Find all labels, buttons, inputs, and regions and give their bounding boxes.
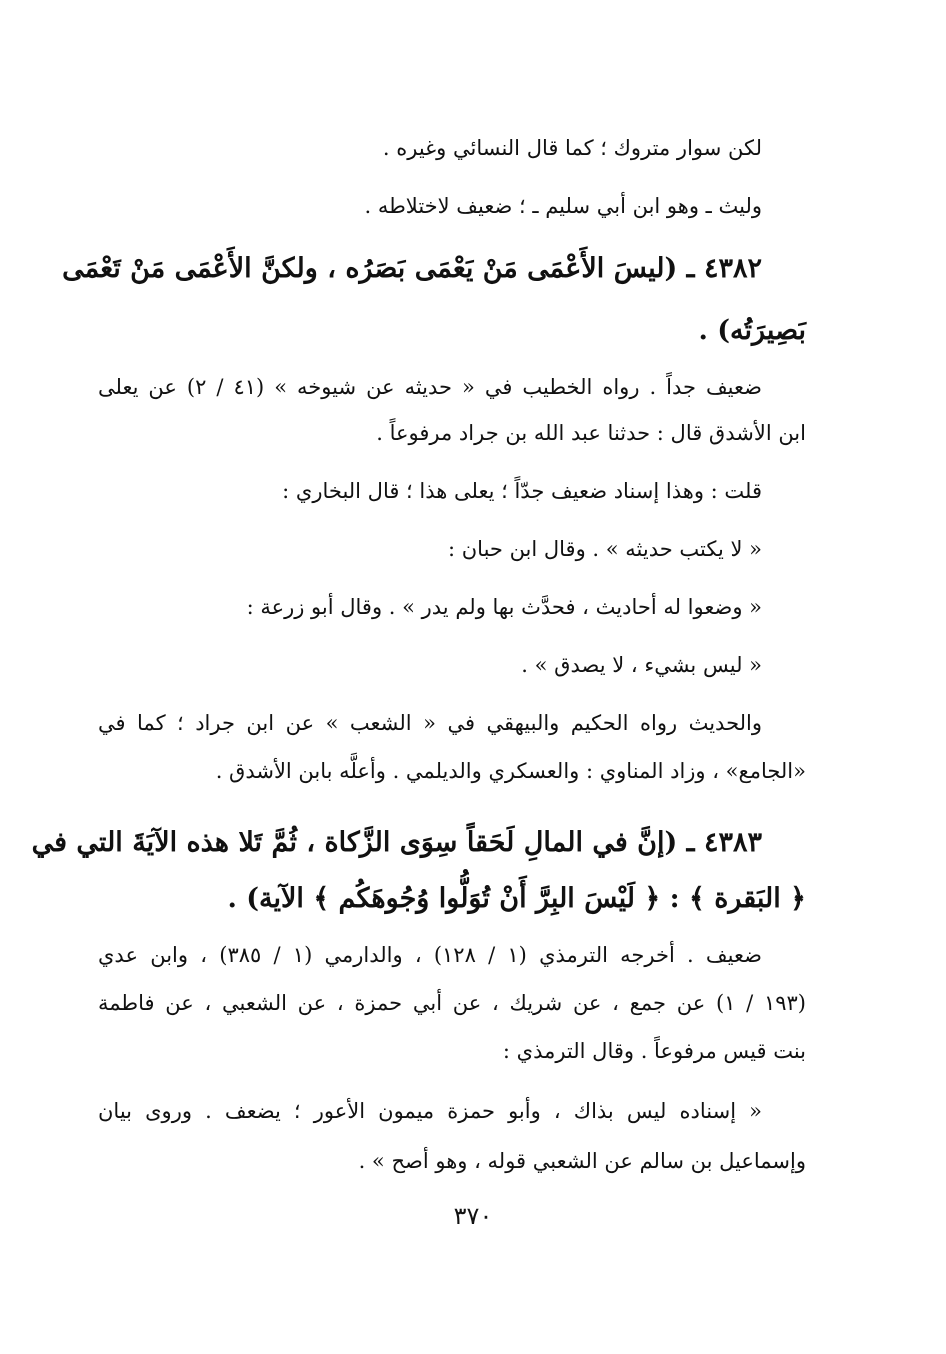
text-line: لكن سوار متروك ؛ كما قال النسائي وغيره . bbox=[382, 136, 762, 160]
text-line: والحديث رواه الحكيم والبيهقي في « الشعب » عن ابن جراد ؛ كما في bbox=[98, 711, 762, 735]
text-line: بنت قيس مرفوعاً . وقال الترمذي : bbox=[502, 1039, 806, 1063]
page-number: ٣٧٠ bbox=[453, 1202, 493, 1230]
hadith-heading-4383-continued: ﴿ البَقرة ﴾ : ﴿ لَيْسَ البِرَّ أَنْ تُوَلُّوا وُجُوهَكُم ﴾ الآية) . bbox=[227, 883, 806, 914]
quote-line: وإسماعيل بن سالم عن الشعبي قوله ، وهو أصح » . bbox=[358, 1149, 806, 1173]
text-line: «الجامع» ، وزاد المناوي : والعسكري والديلمي . وأعلَّه بابن الأشدق . bbox=[215, 759, 806, 783]
hadith-heading-4383: ٤٣٨٣ ـ (إنَّ في المالِ لَحَقاً سِوَى الزَّكاة ، ثُمَّ تَلا هذه الآيَةَ التي في bbox=[31, 827, 762, 858]
hadith-heading-4382-continued: بَصِيرَتُه) . bbox=[698, 315, 806, 346]
text-line: وليث ـ وهو ابن أبي سليم ـ ؛ ضعيف لاختلاطه . bbox=[364, 194, 762, 218]
text-line: ضعيف . أخرجه الترمذي (١ / ١٢٨) ، والدارمي (١ / ٣٨٥) ، وابن عدي bbox=[98, 943, 762, 967]
text-line: ابن الأشدق قال : حدثنا عبد الله بن جراد مرفوعاً . bbox=[376, 421, 806, 445]
text-line: ضعيف جداً . رواه الخطيب في « حديثه عن شيوخه » (٤١ / ٢) عن يعلى bbox=[98, 375, 762, 399]
text-line: (١٩٣ / ١) عن جمع ، عن شريك ، عن أبي حمزة ، عن الشعبي ، عن فاطمة bbox=[98, 991, 806, 1015]
text-line: قلت : وهذا إسناد ضعيف جدّاً ؛ يعلى هذا ؛ قال البخاري : bbox=[282, 479, 762, 503]
quote-line: « لا يكتب حديثه » . وقال ابن حبان : bbox=[448, 537, 762, 561]
quote-line: « ليس بشيء ، لا يصدق » . bbox=[521, 653, 762, 677]
quote-line: « إسناده ليس بذاك ، وأبو حمزة ميمون الأعور ؛ يضعف . وروى بيان bbox=[98, 1099, 762, 1123]
quote-line: « وضعوا له أحاديث ، فحدَّث بها ولم يدر » . وقال أبو زرعة : bbox=[246, 595, 762, 619]
hadith-heading-4382: ٤٣٨٢ ـ (ليسَ الأَعْمَى مَنْ يَعْمَى بَصَرُه ، ولكنَّ الأَعْمَى مَنْ تَعْمَى bbox=[62, 253, 762, 284]
